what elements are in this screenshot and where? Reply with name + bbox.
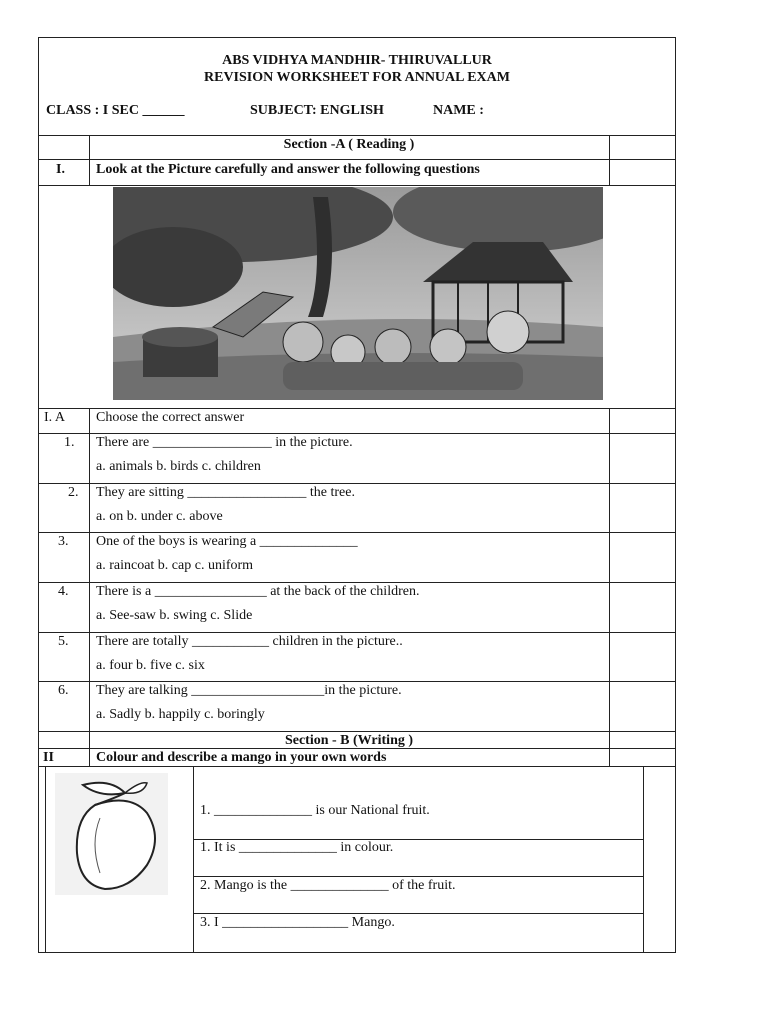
question-1-number: 1. (64, 435, 75, 450)
section-b-question-number: II (43, 750, 54, 765)
question-2-text: They are sitting _________________ the tree. (96, 485, 355, 500)
section-b-title: Section - B (Writing ) (284, 733, 414, 748)
sub-question-number: I. A (44, 410, 65, 425)
question-5-text: There are totally ___________ children in the picture.. (96, 634, 403, 649)
subject-label: SUBJECT: ENGLISH (250, 103, 384, 118)
children-playground-picture (113, 187, 603, 400)
question-1-text: There are _________________ in the picture. (96, 435, 353, 450)
sub-question-text: Choose the correct answer (96, 410, 245, 425)
question-6-text: They are talking ___________________in the picture. (96, 683, 402, 698)
question-3-text: One of the boys is wearing a ______________ (96, 534, 358, 549)
question-3-options: a. raincoat b. cap c. uniform (96, 558, 254, 573)
school-name: ABS VIDHYA MANDHIR- THIRUVALLUR (222, 53, 492, 68)
question-3-number: 3. (58, 534, 69, 549)
question-6-number: 6. (58, 683, 69, 698)
question-6-options: a. Sadly b. happily c. boringly (96, 707, 265, 722)
question-number: I. (56, 162, 65, 177)
border-right (675, 37, 676, 953)
border-bottom (38, 952, 676, 953)
mango-icon (55, 773, 168, 895)
question-4-options: a. See-saw b. swing c. Slide (96, 608, 253, 623)
writing-line-2: 1. It is ______________ in colour. (200, 840, 394, 855)
question-text: Look at the Picture carefully and answer the following questions (96, 162, 480, 177)
question-2-options: a. on b. under c. above (96, 509, 223, 524)
question-5-options: a. four b. five c. six (96, 658, 205, 673)
question-4-text: There is a ________________ at the back of the children. (96, 584, 420, 599)
section-a-title: Section -A ( Reading ) (283, 137, 415, 152)
writing-line-4: 3. I __________________ Mango. (200, 915, 395, 930)
writing-line-1: 1. ______________ is our National fruit. (200, 803, 430, 818)
border-left (38, 37, 39, 953)
name-label: NAME : (433, 103, 484, 118)
question-5-number: 5. (58, 634, 69, 649)
question-4-number: 4. (58, 584, 69, 599)
section-b-question-text: Colour and describe a mango in your own words (96, 750, 387, 765)
border-top (38, 37, 676, 38)
writing-line-3: 2. Mango is the ______________ of the fruit. (200, 878, 456, 893)
question-1-options: a. animals b. birds c. children (96, 459, 261, 474)
question-2-number: 2. (68, 485, 79, 500)
worksheet-title: REVISION WORKSHEET FOR ANNUAL EXAM (204, 70, 510, 85)
class-label: CLASS : I SEC ______ (46, 103, 185, 118)
